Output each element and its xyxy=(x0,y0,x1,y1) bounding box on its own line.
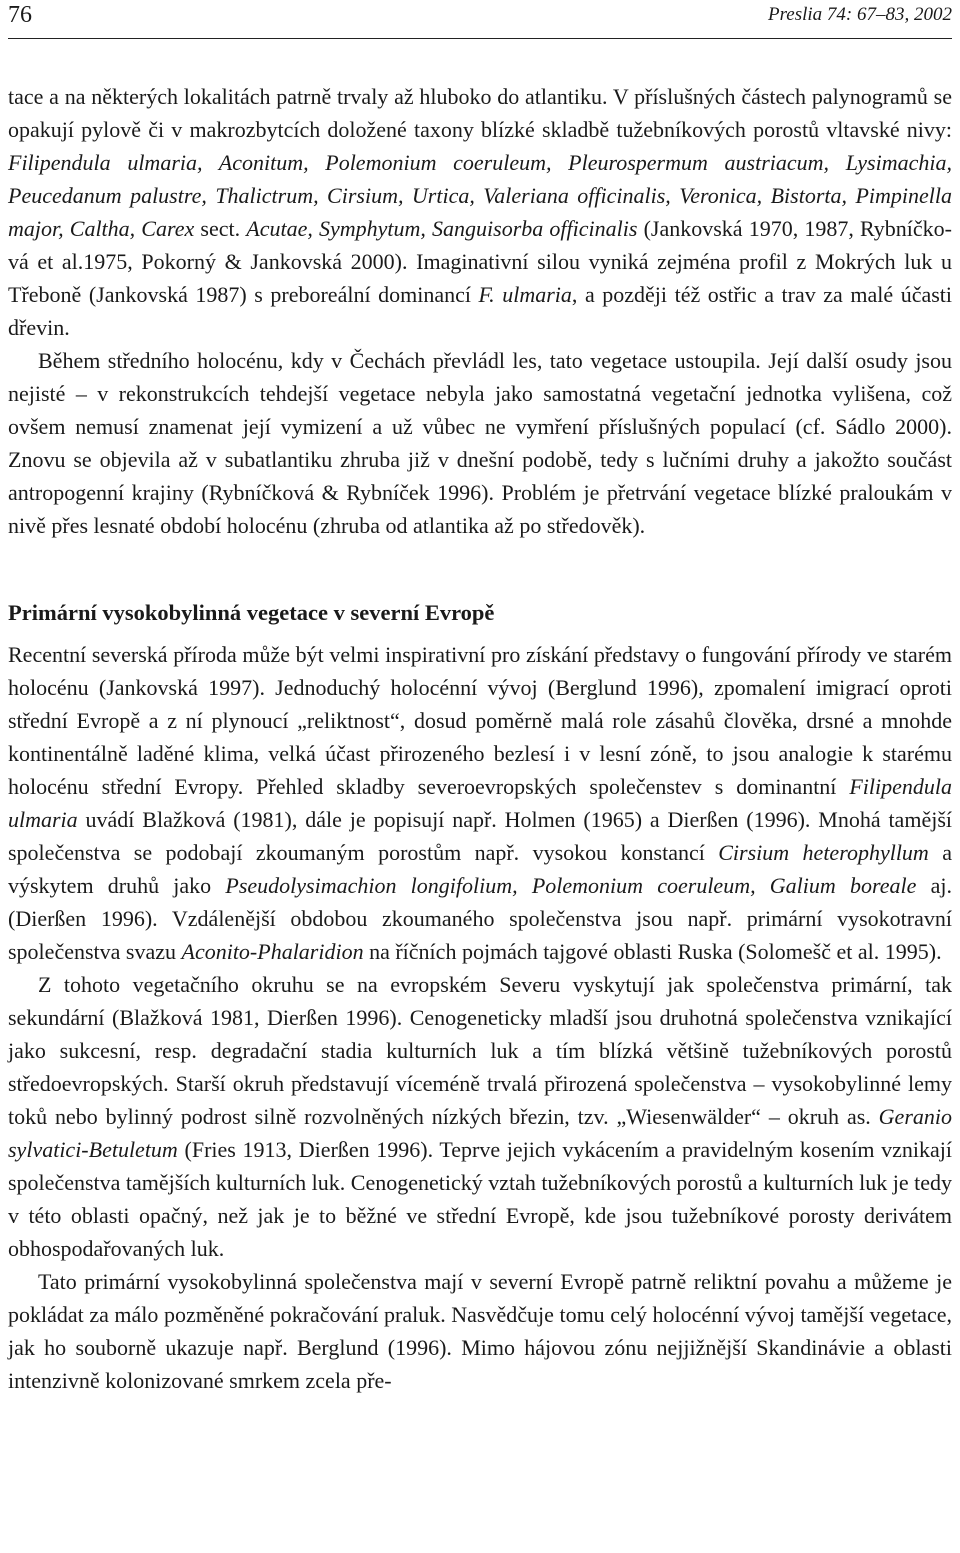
text-run: aj. (Dierßen 1996). Vzdálenější obdobou zkoumaného společenstva jsou např. primární vysokotravní společenstva svazu xyxy=(8,873,952,964)
text-run: Tato primární vysokobylinná společenstva mají v severní Evropě patrně reliktní povahu a můžeme je pokládat za málo pozměněné pokračování praluk. Nasvědčuje tomu celý holocénní vývoj tamější vegetace, jak ho souborně ukazuje např. Berglund (1996). Mimo hájovou zónu nejjižnější Skandinávie a oblasti intenzivně kolonizované smrkem zcela pře- xyxy=(8,1269,952,1393)
italic-taxon-text: F. ulmaria xyxy=(478,282,572,307)
text-run: tace a na některých lokalitách patrně trvaly až hluboko do atlantiku. V příslušných částech palynogramů se opakují pylově či v makrozbytcích doložené taxony blízké skladbě tužebníkových porostů vltavské nivy: xyxy=(8,84,952,142)
paragraph xyxy=(8,80,952,344)
journal-citation: Preslia 74: 67–83, 2002 xyxy=(767,4,952,25)
text-run: Recentní severská příroda může být velmi inspirativní pro získání představy o fungování přírody ve starém holocénu (Jankovská 1997). Jednoduchý holocénní vývoj (Berglund 1996), zpomalení imigrací oproti střední Evropě a z ní plynoucí „reliktnost“, dosud poměrně malá role zásahů člověka, drsné a mnohde kontinentálně laděné klima, velká účast přirozeného bezlesí i v lesní zóně, to jsou analogie k starému holocénu střední Evropy. Přehled skladby severoevropských společenstev s dominantní xyxy=(8,642,952,799)
italic-taxon-text: Aconito-Phalaridion xyxy=(181,939,364,964)
italic-taxon-text: Filipendula ulmaria xyxy=(8,774,952,832)
paragraph xyxy=(8,344,952,542)
article-body xyxy=(8,80,952,1397)
section-heading: Primární vysokobylinná vegetace v severní Evropě xyxy=(8,600,495,625)
italic-taxon-text: Cirsium heterophyllum xyxy=(718,840,929,865)
text-run: uvádí Blažková (1981), dále je popisují např. Holmen (1965) a Dierßen (1996). Mnohá tamější společenstva se podobají zkoumaným porostům např. vysokou konstancí xyxy=(8,807,952,865)
italic-taxon-text: Filipendula ulmaria, Aconitum, Polemonium coeruleum, Pleurospermum austriacum, Lysimachia, Peucedanum palustre, Thalictrum, Cirsium, Urtica, Valeriana officinalis, Veronica, Bistorta, Pimpinella major, Caltha, Carex xyxy=(8,150,952,241)
paragraph xyxy=(8,638,952,968)
italic-taxon-text: Pseudolysimachion longifolium, Polemonium coeruleum, Galium boreale xyxy=(225,873,917,898)
text-run: sect. xyxy=(194,216,247,241)
text-run: (Jankovská 1970, 1987, Rybníčková et al.1975, Pokorný & Jankovská 2000). Imaginativní silou vyniká zejména profil z Mokrých luk u Třeboně (Jankovská 1987) s preboreální dominancí xyxy=(8,216,952,307)
text-run: (Fries 1913, Dierßen 1996). Teprve jejich vykácením a pravidelným kosením vznikají společenstva tamějších kulturních luk. Cenogenetický vztah tužebníkových porostů a kulturních luk je tedy v této oblasti opačný, než jak je to běžné ve střední Evropě, kde jsou tužebníkové porosty derivátem obhospodařovaných luk. xyxy=(8,1137,952,1261)
text-run: Během středního holocénu, kdy v Čechách převládl les, tato vegetace ustoupila. Její další osudy jsou nejisté – v rekonstrukcích tehdejší vegetace nebyla jako samostatná vegetační jednotka vylišena, což ovšem nemusí znamenat její vymizení a už vůbec ne vymření příslušných populací (cf. Sádlo 2000). Znovu se objevila až v subatlantiku zhruba již v dnešní podobě, tedy s lučními druhy a jakožto součást antropogenní krajiny (Rybníčková & Rybníček 1996). Problém je přetrvání vegetace blízké praloukám v nivě přes lesnaté období holocénu (zhruba od atlantika až po středověk). xyxy=(8,348,952,538)
text-run: a výskytem druhů jako xyxy=(8,840,952,898)
running-head xyxy=(8,0,952,39)
paragraph xyxy=(8,968,952,1265)
text-run: Z tohoto vegetačního okruhu se na evropském Severu vyskytují jak společenstva primární, tak sekundární (Blažková 1981, Dierßen 1996). Cenogeneticky mladší jsou druhotná společenstva vznikající jako sukcesní, resp. degradační stadia kulturních luk a tím blízká většině tužebníkových porostů středoevropských. Starší okruh představují víceméně trvalá přirozená společenstva – vysokobylinné lemy toků nebo bylinný podrost silně rozvolněných nízkých březin, tzv. „Wiesenwälder“ – okruh as. xyxy=(8,972,952,1129)
text-run: , a později též ostřic a trav za malé účasti dřevin. xyxy=(8,282,953,340)
text-run: na říčních pojmách tajgové oblasti Ruska (Solomešč et al. 1995). xyxy=(363,939,942,964)
paragraph xyxy=(8,1265,952,1397)
italic-taxon-text: Acutae, Symphytum, Sanguisorba officinalis xyxy=(246,216,638,241)
page-number: 76 xyxy=(8,2,32,28)
italic-taxon-text: Geranio sylvatici-Betuletum xyxy=(8,1104,952,1162)
